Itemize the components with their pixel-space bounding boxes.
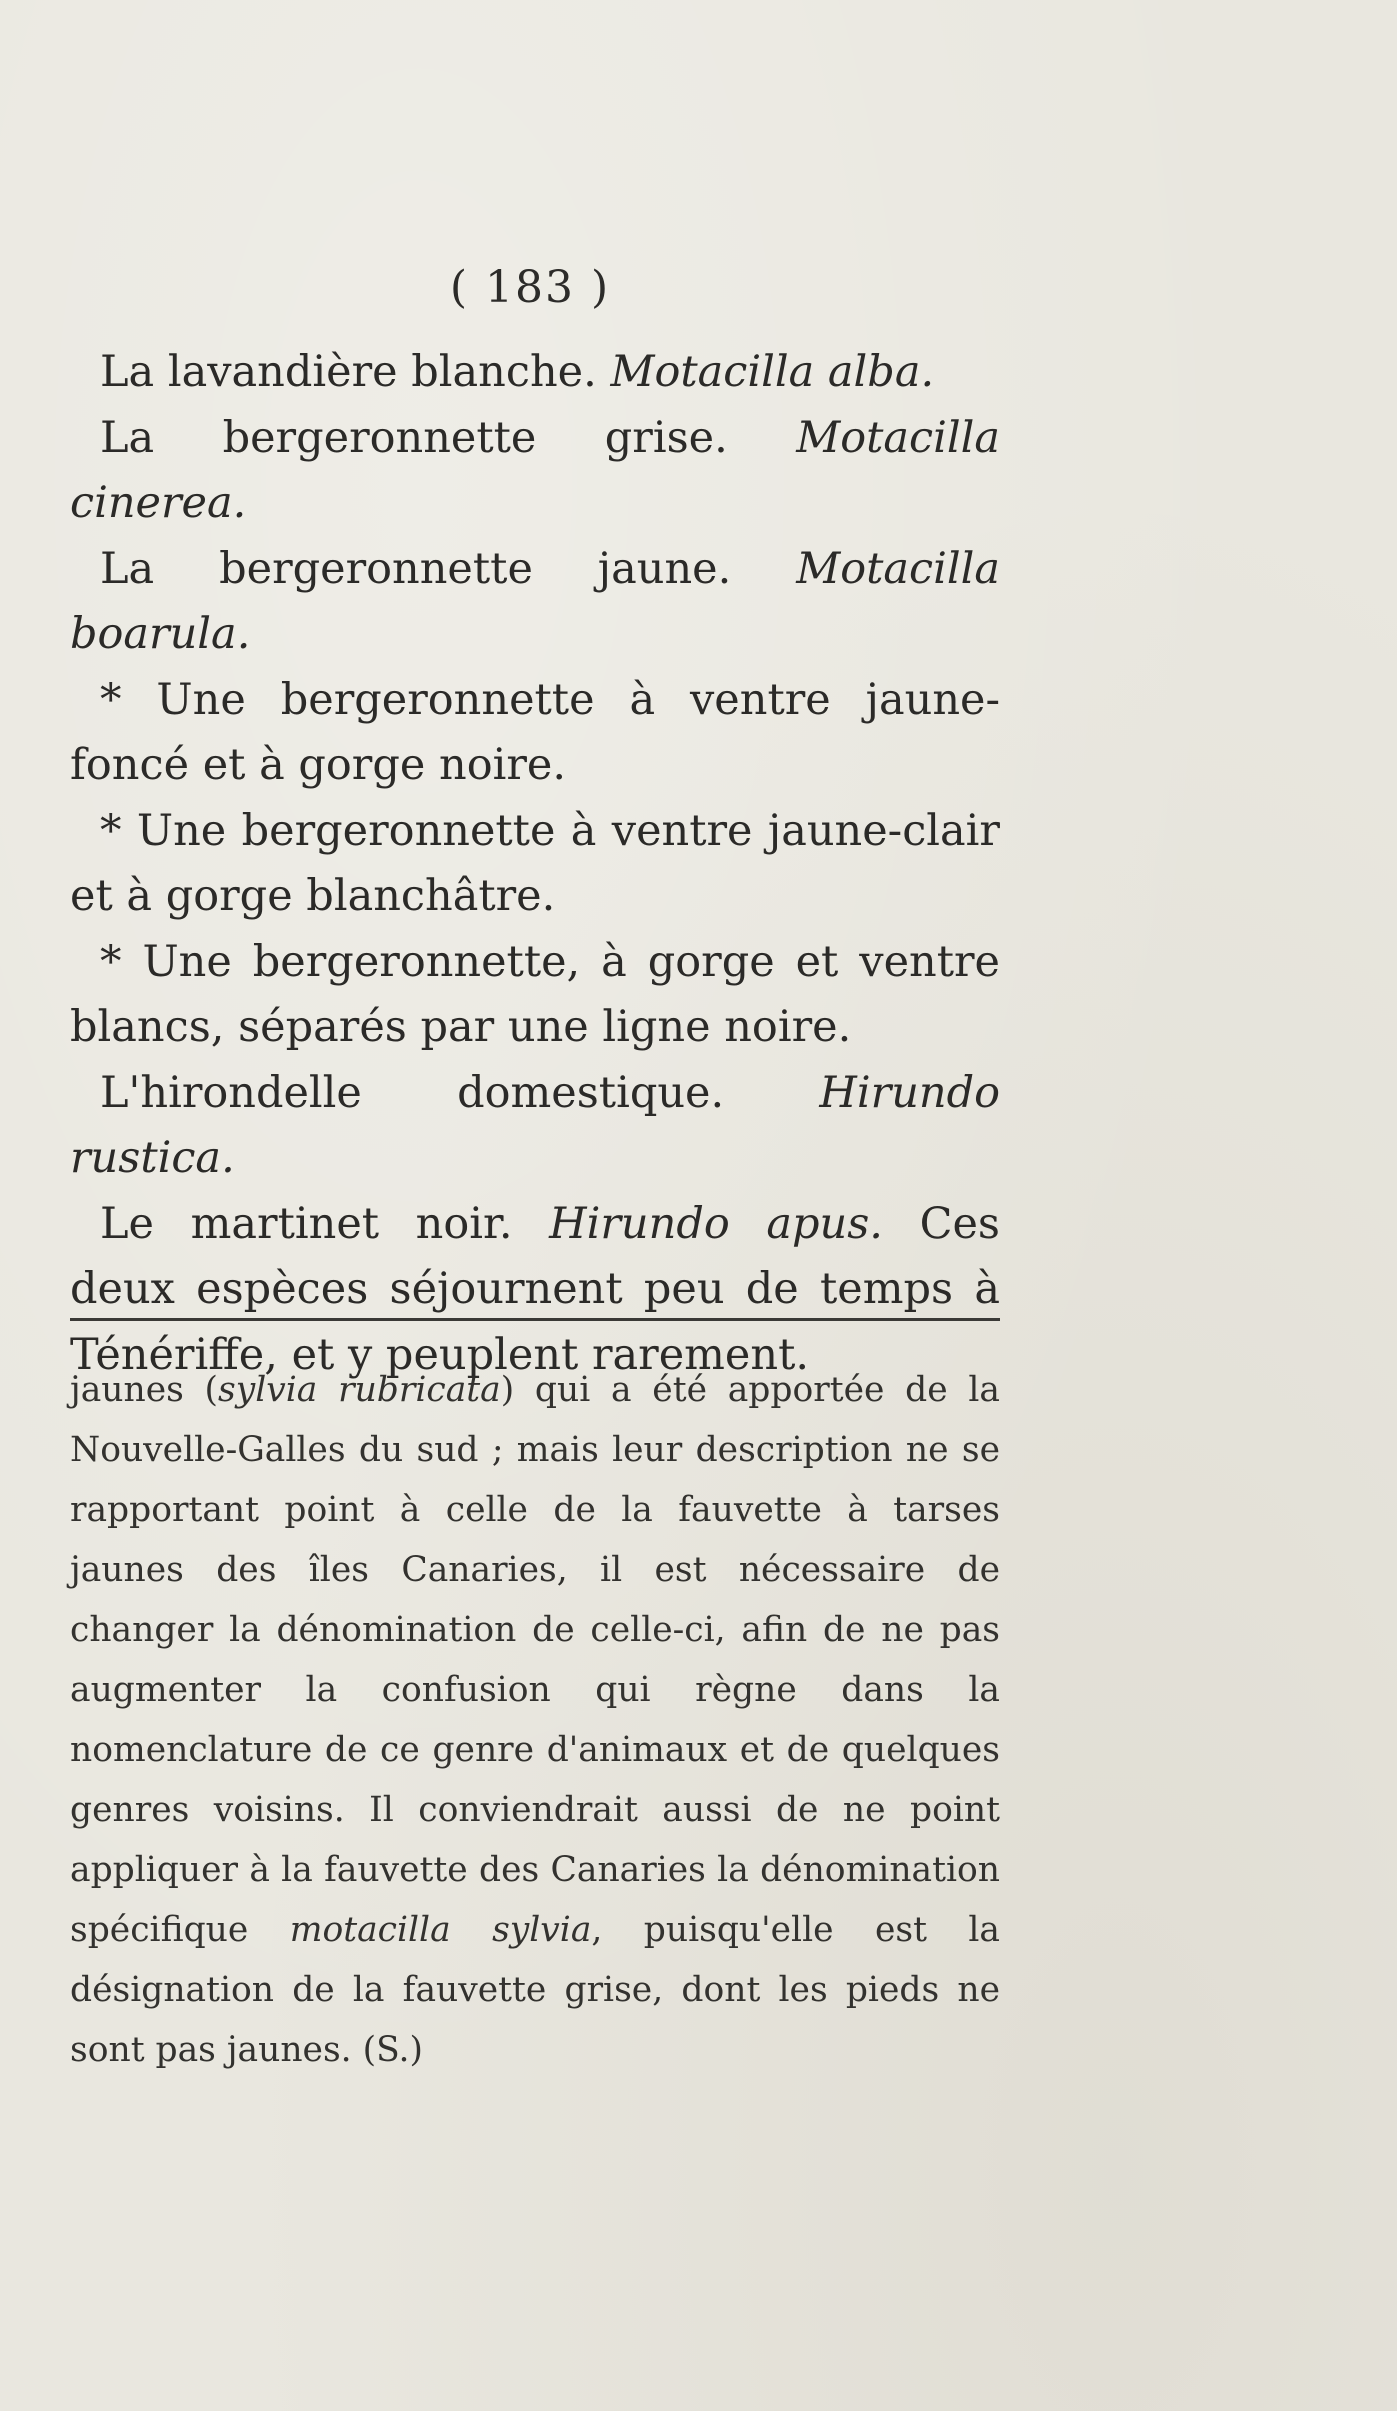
- footnote-text: jaunes (: [70, 1370, 219, 1410]
- entry-text: * Une bergeronnette à ventre jaune-foncé et à gorge noire.: [70, 674, 1000, 790]
- entry-text: L'hirondelle domestique.: [100, 1067, 820, 1118]
- footnote-text: ) qui a été apportée de la Nouvelle-Galles du sud ; mais leur description ne se rapportant point à celle de la fauvette à tarses jaunes des îles Canaries, il est nécessaire de changer la dénomination de celle-ci, afin de ne pas augmenter la confusion qui règne dans la nomenclature de ce genre d'animaux et de quelques genres voisins. Il conviendrait aussi de ne point appliquer à la fauvette des Canaries la dénomination spécifique: [70, 1370, 1000, 1950]
- entry-text: La bergeronnette jaune.: [100, 543, 797, 594]
- entry-paragraph: [70, 406, 1000, 537]
- entry-text-continued: Ces deux espèces séjournent peu de temps à Ténériffe, et y peuplent rarement.: [70, 1198, 1000, 1380]
- entry-text: Le martinet noir.: [100, 1198, 550, 1249]
- latin-name: Motacilla alba.: [610, 347, 935, 397]
- entry-text: La bergeronnette grise.: [100, 412, 797, 463]
- latin-name: sylvia rubricata: [218, 1370, 501, 1410]
- footnote-paragraph: [70, 1360, 1000, 2080]
- footnote-divider: [70, 1318, 1000, 1321]
- page-number: ( 183 ): [449, 262, 611, 313]
- latin-name: Motacilla cinerea.: [70, 412, 1000, 528]
- latin-name: Motacilla boarula.: [70, 543, 1000, 659]
- entry-text: * Une bergeronnette à ventre jaune-clair et à gorge blanchâtre.: [70, 805, 1000, 921]
- entry-paragraph: [70, 1061, 1000, 1192]
- entry-text: La lavandière blanche.: [100, 347, 611, 397]
- latin-name: Hirundo apus.: [549, 1198, 883, 1249]
- entry-paragraph: [70, 799, 1000, 930]
- latin-name: Hirundo rustica.: [70, 1067, 1000, 1183]
- entry-text: * Une bergeronnette, à gorge et ventre blancs, séparés par une ligne noire.: [70, 936, 1000, 1052]
- entry-paragraph: [70, 930, 1000, 1061]
- latin-name: motacilla sylvia: [289, 1910, 592, 1950]
- main-text: [70, 340, 1000, 1388]
- footnote: [70, 1360, 1000, 2080]
- entry-paragraph: [70, 1192, 1000, 1389]
- entry-paragraph: [70, 668, 1000, 799]
- entry-paragraph: [70, 340, 1000, 406]
- footnote-text: , puisqu'elle est la désignation de la fauvette grise, dont les pieds ne sont pas jaunes. (S.): [70, 1910, 1000, 2070]
- entry-paragraph: [70, 537, 1000, 668]
